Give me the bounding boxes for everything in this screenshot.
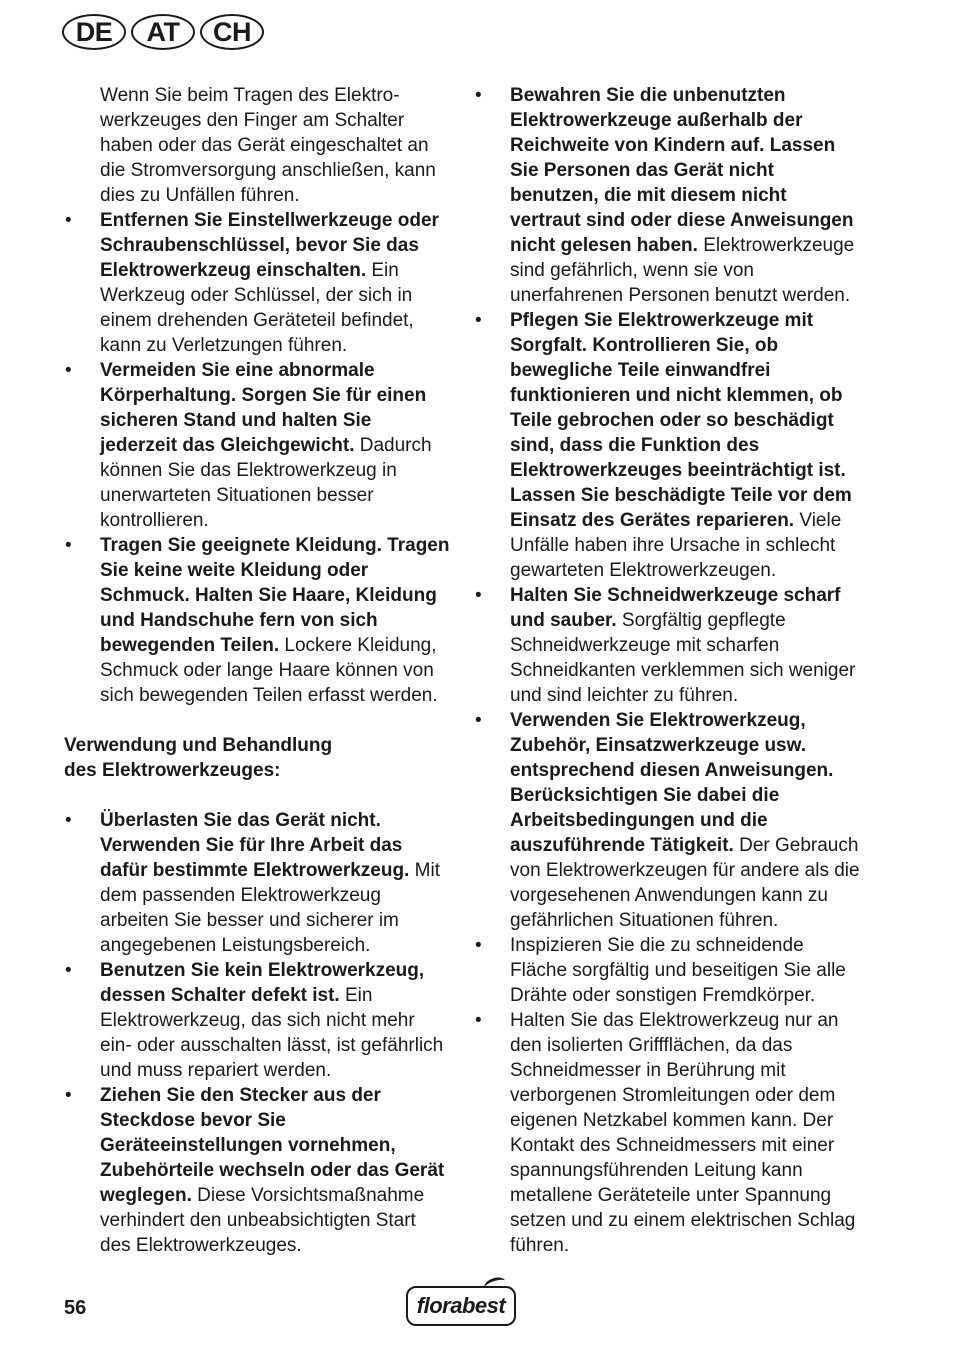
section-heading: Verwendung und Behandlung des Elektrowerkzeuges: [64, 735, 333, 781]
country-badge-de: DE [62, 14, 126, 50]
right-column [474, 83, 862, 1258]
list-item: • Ziehen Sie den Stecker aus der Steckdose bevor Sie Geräteeinstellungen vornehmen, Zubehörteile wechseln oder das Gerät weglegen. Diese Vorsichtsmaßnahme verhindert den unbeabsichtigten Start des Elektrowerkzeuges. [65, 1085, 445, 1256]
spacer [64, 783, 450, 808]
list-item: • Verwenden Sie Elektrowerkzeug, Zubehör, Einsatzwerkzeuge usw. entsprechend diesen Anweisungen. Berücksichtigen Sie dabei die Arbeitsbedingungen und die auszuführende Tätigkeit. Der Gebrauch von Elektrowerkzeugen für andere als die vorgesehenen Anwendungen kann zu gefährlichen Situationen führen. [475, 710, 860, 931]
list-item: • Inspizieren Sie die zu schneidende Fläche sorgfältig und beseitigen Sie alle Drähte oder sonstigen Fremdkörper. [475, 935, 846, 1006]
page-number: 56 [64, 1297, 87, 1319]
bullet-icon: • [475, 710, 482, 731]
bullet-icon: • [65, 210, 72, 231]
list-item: • Vermeiden Sie eine abnormale Körperhaltung. Sorgen Sie für einen sicheren Stand und halten Sie jederzeit das Gleichgewicht. Dadurch können Sie das Elektrowerkzeug in unerwarteten Situationen besser kontrollieren. [65, 360, 432, 531]
intro-paragraph: Wenn Sie beim Tragen des Elektro-werkzeuges den Finger am Schalter haben oder das Gerät eingeschaltet an die Stromversorgung anschließen, kann dies zu Unfällen führen. [100, 85, 436, 206]
spacer [64, 708, 450, 733]
list-item: • Halten Sie Schneidwerkzeuge scharf und sauber. Sorgfältig gepflegte Schneidwerkzeuge mit scharfen Schneidkanten verklemmen sich weniger und sind leichter zu führen. [475, 585, 856, 706]
list-item: • Tragen Sie geeignete Kleidung. Tragen Sie keine weite Kleidung oder Schmuck. Halten Sie Haare, Kleidung und Handschuhe fern von sich bewegenden Teilen. Lockere Kleidung, Schmuck oder lange Haare können von sich bewegenden Teilen erfasst werden. [65, 535, 450, 706]
bullet-icon: • [475, 585, 482, 606]
logo-text: florabest [416, 1293, 506, 1318]
list-item: • Überlasten Sie das Gerät nicht. Verwenden Sie für Ihre Arbeit das dafür bestimmte Elektrowerkzeug. Mit dem passenden Elektrowerkzeug arbeiten Sie besser und sicherer im angegebenen Leistungsbereich. [65, 810, 440, 956]
bullet-icon: • [65, 960, 72, 981]
list-item: • Bewahren Sie die unbenutzten Elektrowerkzeuge außerhalb der Reichweite von Kindern auf. Lassen Sie Personen das Gerät nicht benutzen, die mit diesem nicht vertraut sind oder diese Anweisungen nicht gelesen haben. Elektrowerkzeuge sind gefährlich, wenn sie von unerfahrenen Personen benutzt werden. [475, 85, 855, 306]
bullet-icon: • [65, 535, 72, 556]
list-item: • Entfernen Sie Einstellwerkzeuge oder Schraubenschlüssel, bevor Sie das Elektrowerkzeug einschalten. Ein Werkzeug oder Schlüssel, der sich in einem drehenden Geräteteil befindet, kann zu Verletzungen führen. [65, 210, 439, 356]
bullet-icon: • [475, 1010, 482, 1031]
bullet-icon: • [475, 310, 482, 331]
bullet-icon: • [475, 85, 482, 106]
country-badge-ch: CH [200, 14, 264, 50]
bullet-icon: • [475, 935, 482, 956]
bullet-icon: • [65, 1085, 72, 1106]
left-column [64, 83, 450, 1258]
list-item: • Benutzen Sie kein Elektrowerkzeug, dessen Schalter defekt ist. Ein Elektrowerkzeug, das sich nicht mehr ein- oder ausschalten lässt, ist gefährlich und muss repariert werden. [65, 960, 444, 1081]
country-badge-at: AT [131, 14, 195, 50]
list-item: • Pflegen Sie Elektrowerkzeuge mit Sorgfalt. Kontrollieren Sie, ob bewegliche Teile einwandfrei funktionieren und nicht klemmen, ob Teile gebrochen oder so beschädigt sind, dass die Funktion des Elektrowerkzeuges beeinträchtigt ist. Lassen Sie beschädigte Teile vor dem Einsatz des Gerätes reparieren. Viele Unfälle haben ihre Ursache in schlecht gewarteten Elektrowerkzeugen. [475, 310, 852, 581]
country-badges [62, 14, 264, 50]
list-item: • Halten Sie das Elektrowerkzeug nur an den isolierten Griffflächen, da das Schneidmesser in Berührung mit verborgenen Stromleitungen oder dem eigenen Netzkabel kommen kann. Der Kontakt des Schneidmessers mit einer spannungsführenden Leitung kann metallene Geräteteile unter Spannung setzen und zu einem elektrischen Schlag führen. [475, 1010, 856, 1256]
bullet-icon: • [65, 360, 72, 381]
bullet-icon: • [65, 810, 72, 831]
florabest-logo [406, 1286, 516, 1326]
leaf-icon [483, 1275, 508, 1294]
